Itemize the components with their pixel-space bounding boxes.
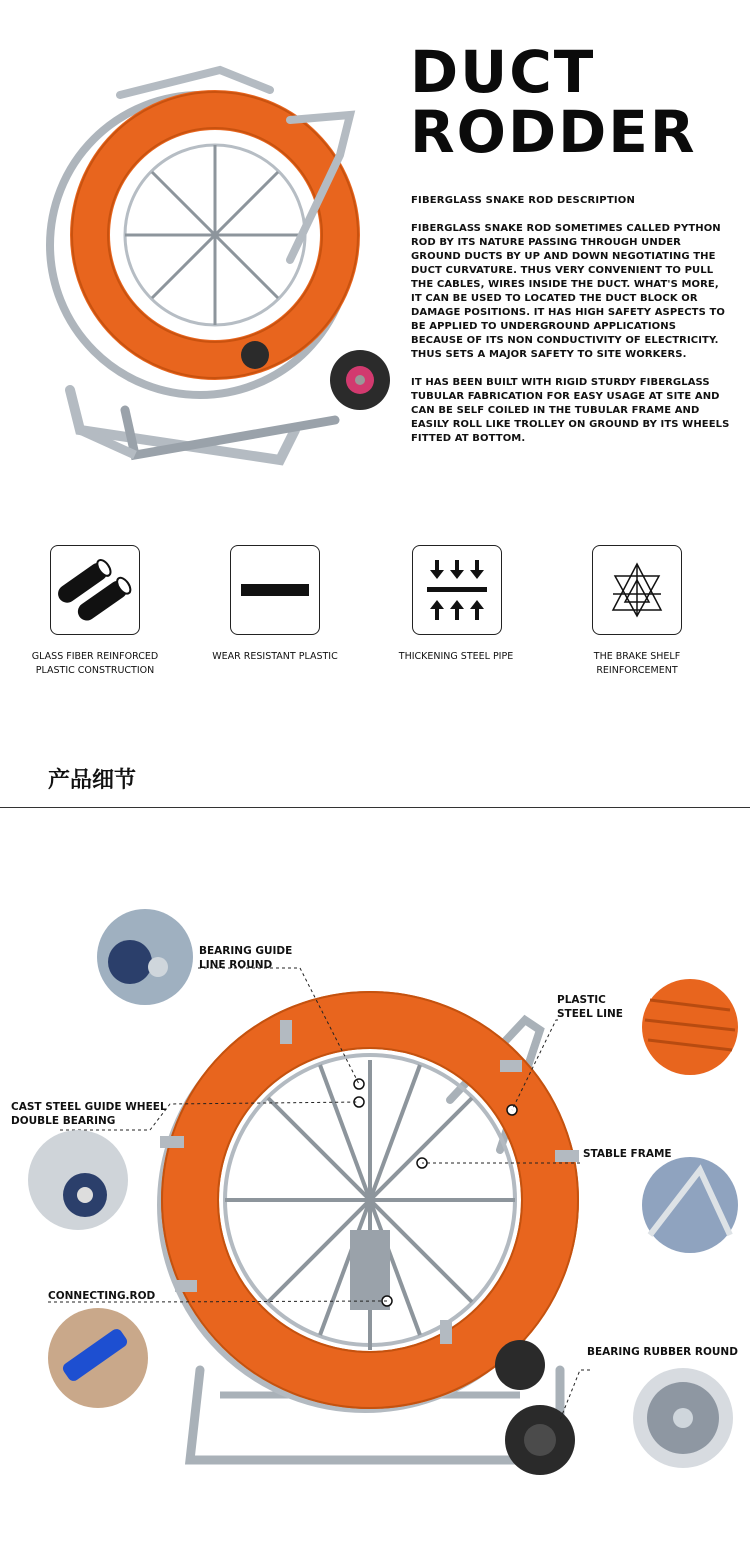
description-heading: FIBERGLASS SNAKE ROD DESCRIPTION xyxy=(411,195,636,206)
section-divider xyxy=(0,807,750,808)
callout-connecting-rod: CONNECTING.ROD xyxy=(48,1290,156,1302)
rods-icon xyxy=(51,546,139,634)
feature-card-glass-fiber xyxy=(50,545,140,635)
thumb-connecting-rod xyxy=(48,1308,148,1408)
callout-bearing-guide-line-round: BEARING GUIDE LINE ROUND xyxy=(199,945,293,971)
description-paragraph-2: IT HAS BEEN BUILT WITH RIGID STURDY FIBERGLASS TUBULAR FABRICATION FOR EASY USAGE AT SITE AND CAN BE SELF COILED IN THE TUBULAR FRAME AND EASILY ROLL LIKE TROLLEY ON GROUND BY ITS WHEELS FITTED AT BOTTOM. xyxy=(411,377,730,444)
duct-rodder-product-image xyxy=(40,60,400,470)
page-title xyxy=(410,38,697,166)
thumb-plastic-steel-line xyxy=(642,979,738,1075)
bar-icon xyxy=(231,546,319,634)
pressure-arrows-icon xyxy=(413,546,501,634)
title-line-2: RODDER xyxy=(410,98,697,166)
detail-diagram xyxy=(0,850,750,1567)
callout-bearing-rubber-round: BEARING RUBBER ROUND xyxy=(587,1346,738,1358)
title-line-1: DUCT xyxy=(410,38,596,106)
feature-card-steel-pipe xyxy=(412,545,502,635)
callout-plastic-steel-line: PLASTIC STEEL LINE xyxy=(557,994,623,1020)
feature-card-wear-resistant xyxy=(230,545,320,635)
thumb-cast-steel-guide-wheel xyxy=(28,1130,128,1230)
thumb-bearing-rubber-round xyxy=(633,1368,733,1468)
description-paragraph-1: FIBERGLASS SNAKE ROD SOMETIMES CALLED PYTHON ROD BY ITS NATURE PASSING THROUGH UNDER GROUND DUCTS BY UP AND DOWN NEGOTIATING THE DUCT CURVATURE. THUS VERY CONVENIENT TO PULL THE CABLES, WIRES INSIDE THE DUCT. WHAT'S MORE, IT CAN BE USED TO LOCATED THE DUCT BLOCK OR DAMAGE POSITIONS. IT HAS HIGH SAFETY ASPECTS TO BE APPLIED TO UNDERGROUND APPLICATIONS BECAUSE OF ITS NON CONDUCTIVITY OF ELECTRICITY. THUS SETS A MAJOR SAFETY TO SITE WORKERS. xyxy=(411,223,725,360)
feature-label-glass-fiber: GLASS FIBER REINFORCED PLASTIC CONSTRUCTION xyxy=(31,651,159,676)
thumb-bearing-guide xyxy=(97,909,193,1005)
feature-label-brake-shelf: THE BRAKE SHELF REINFORCEMENT xyxy=(593,651,681,676)
triangles-icon xyxy=(593,546,681,634)
callout-stable-frame: STABLE FRAME xyxy=(583,1148,672,1160)
section-title-details: 产品细节 xyxy=(48,768,137,793)
feature-card-brake-shelf xyxy=(592,545,682,635)
feature-label-wear-resistant: WEAR RESISTANT PLASTIC xyxy=(212,651,338,662)
thumb-stable-frame xyxy=(642,1157,738,1253)
feature-label-steel-pipe: THICKENING STEEL PIPE xyxy=(398,651,514,662)
callout-cast-steel-guide-wheel: CAST STEEL GUIDE WHEEL DOUBLE BEARING xyxy=(11,1101,167,1127)
